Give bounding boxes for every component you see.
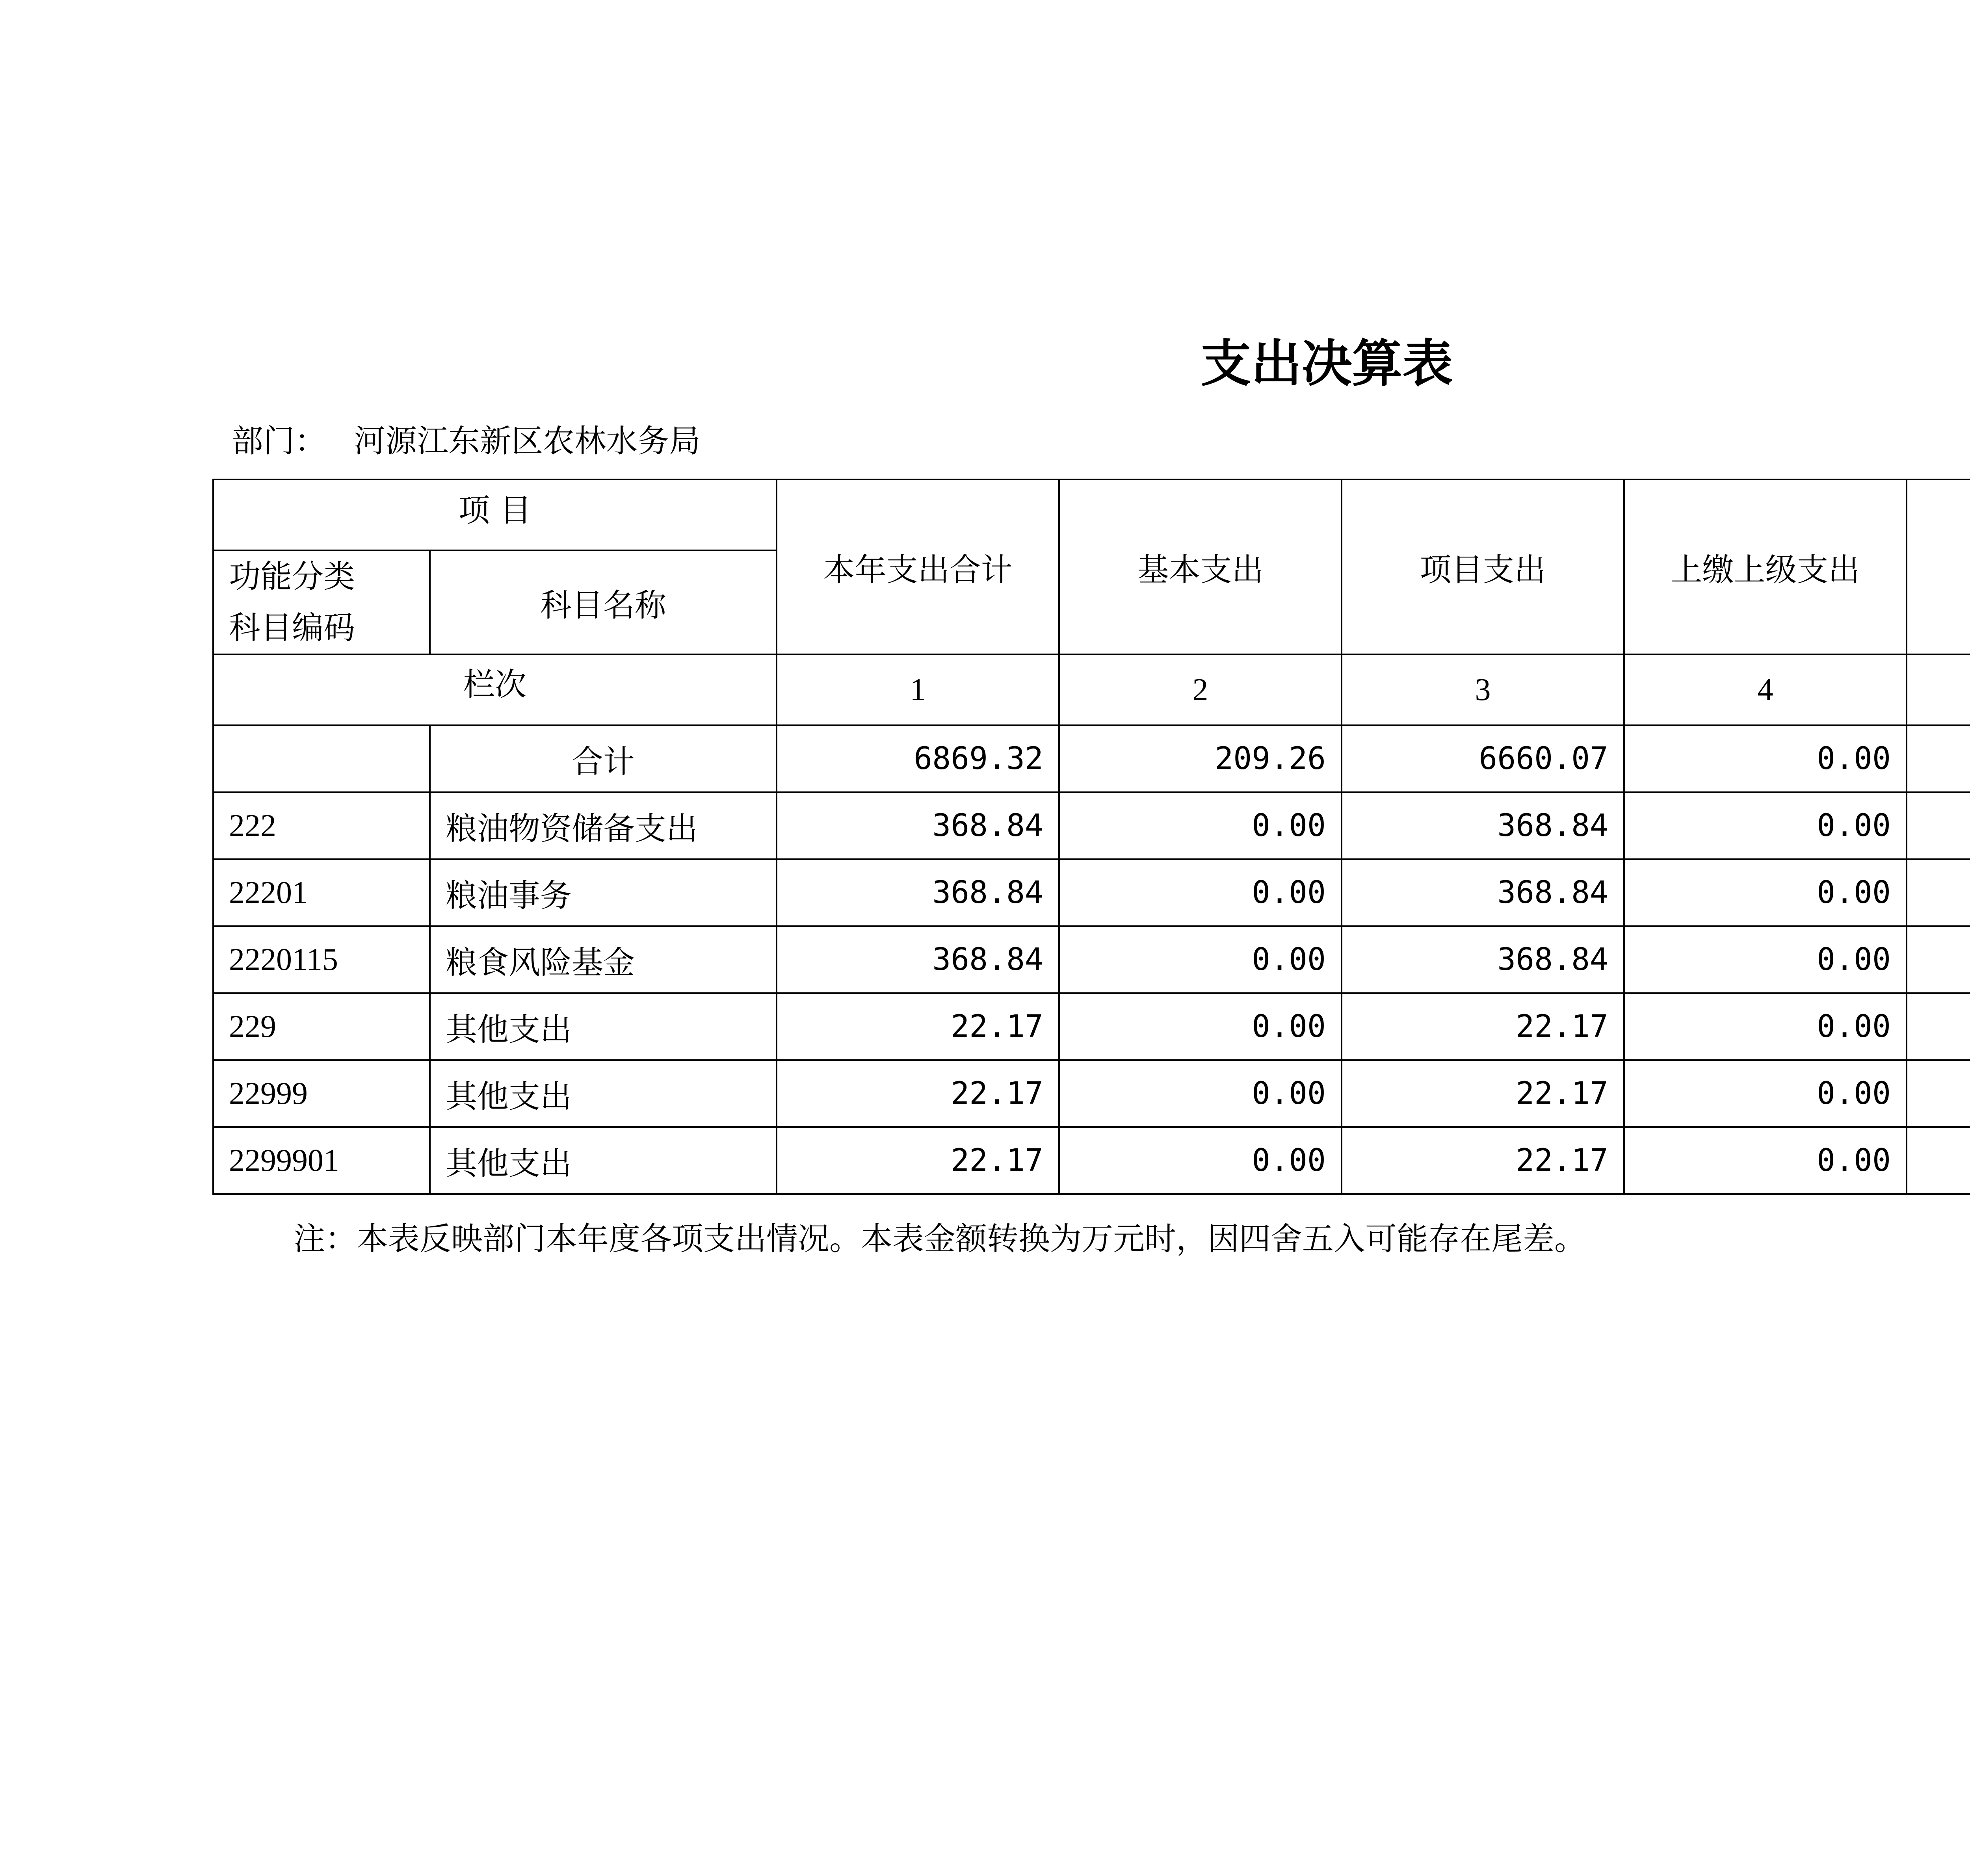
subject-code-cell: 2299901 [213, 1127, 430, 1194]
subject-name-cell: 粮油事务 [430, 859, 777, 926]
amount-cell: 22.17 [1342, 1060, 1624, 1127]
table-row [213, 1127, 1970, 1194]
amount-cell [1907, 993, 1970, 1060]
amount-cell: 368.84 [777, 792, 1059, 859]
amount-cell: 0.00 [1059, 792, 1342, 859]
amount-cell: 0.00 [1059, 1127, 1342, 1194]
department-name: 河源江东新区农林水务局 [354, 423, 701, 459]
expenditure-table [212, 479, 1970, 1195]
header-code-col: 功能分类 科目编码 [213, 550, 430, 654]
amount-cell: 0.00 [1624, 1060, 1907, 1127]
table-row [213, 859, 1970, 926]
amount-cell: 0.00 [1059, 1060, 1342, 1127]
header-col-total: 本年支出合计 [777, 479, 1059, 654]
header-item: 项 目 [213, 479, 777, 550]
subject-name-cell: 其他支出 [430, 993, 777, 1060]
amount-cell: 0.00 [1059, 926, 1342, 993]
subject-name-cell: 其他支出 [430, 1127, 777, 1194]
amount-cell: 368.84 [1342, 926, 1624, 993]
amount-cell [1907, 1127, 1970, 1194]
amount-cell: 0.00 [1059, 993, 1342, 1060]
department-label: 部门： [232, 423, 326, 459]
total-value-cell: 209.26 [1059, 725, 1342, 792]
header-col-project: 项目支出 [1342, 479, 1624, 654]
column-number: 2 [1059, 654, 1342, 725]
amount-cell: 0.00 [1624, 926, 1907, 993]
column-number [1907, 654, 1970, 725]
column-number: 3 [1342, 654, 1624, 725]
amount-cell: 22.17 [777, 1060, 1059, 1127]
amount-cell: 22.17 [777, 1127, 1059, 1194]
header-col-upper: 上缴上级支出 [1624, 479, 1907, 654]
subject-code-cell: 229 [213, 993, 430, 1060]
amount-cell: 22.17 [1342, 1127, 1624, 1194]
amount-cell: 368.84 [777, 859, 1059, 926]
total-label: 合计 [430, 725, 777, 792]
amount-cell: 0.00 [1624, 993, 1907, 1060]
total-value-cell [1907, 725, 1970, 792]
amount-cell: 368.84 [777, 926, 1059, 993]
subject-code-cell: 22999 [213, 1060, 430, 1127]
subject-code-cell: 2220115 [213, 926, 430, 993]
subject-name-cell: 粮油物资储备支出 [430, 792, 777, 859]
amount-cell [1907, 792, 1970, 859]
table-row [213, 792, 1970, 859]
subject-name-cell: 粮食风险基金 [430, 926, 777, 993]
department-line [232, 416, 701, 461]
amount-cell [1907, 1060, 1970, 1127]
amount-cell [1907, 926, 1970, 993]
column-number: 4 [1624, 654, 1907, 725]
amount-cell: 0.00 [1059, 859, 1342, 926]
table-row [213, 926, 1970, 993]
subject-name-cell: 其他支出 [430, 1060, 777, 1127]
amount-cell: 368.84 [1342, 792, 1624, 859]
column-number: 1 [777, 654, 1059, 725]
header-col-basic: 基本支出 [1059, 479, 1342, 654]
subject-code-cell: 22201 [213, 859, 430, 926]
amount-cell: 0.00 [1624, 792, 1907, 859]
row-index-label: 栏次 [213, 654, 777, 725]
total-value-cell: 6869.32 [777, 725, 1059, 792]
amount-cell: 22.17 [1342, 993, 1624, 1060]
total-value-cell: 0.00 [1624, 725, 1907, 792]
amount-cell: 0.00 [1624, 859, 1907, 926]
amount-cell: 368.84 [1342, 859, 1624, 926]
footnote: 注：本表反映部门本年度各项支出情况。本表金额转换为万元时，因四舍五入可能存在尾差。 [294, 1220, 1586, 1257]
table-row [213, 993, 1970, 1060]
document-title: 支出决算表 [1201, 334, 1453, 393]
amount-cell [1907, 859, 1970, 926]
total-code-cell [213, 725, 430, 792]
table-row [213, 1060, 1970, 1127]
amount-cell: 0.00 [1624, 1127, 1907, 1194]
header-name-col: 科目名称 [430, 550, 777, 654]
amount-cell: 22.17 [777, 993, 1059, 1060]
subject-code-cell: 222 [213, 792, 430, 859]
total-value-cell: 6660.07 [1342, 725, 1624, 792]
header-col-business [1907, 479, 1970, 654]
